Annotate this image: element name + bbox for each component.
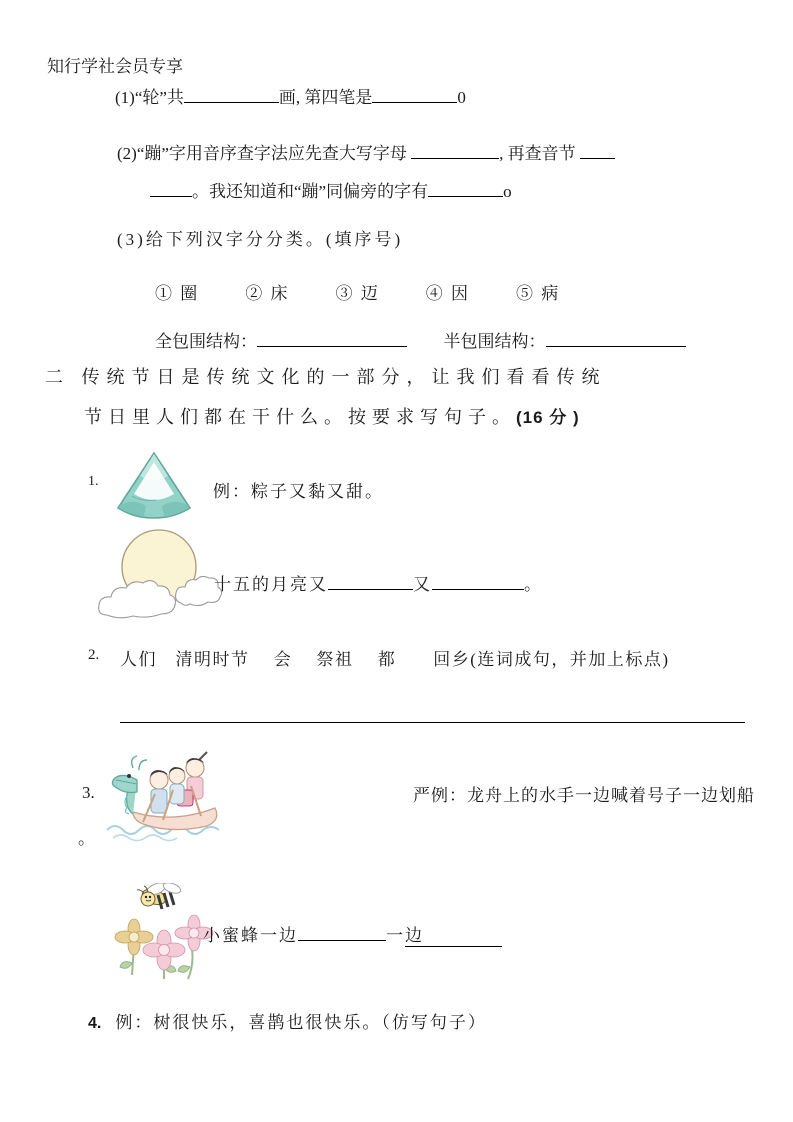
bee-blank-2: 边 <box>405 921 502 947</box>
section-two-score: (16 分 ) <box>516 408 580 427</box>
q2-text-l2-suf: o <box>503 182 512 201</box>
page-header: 知行学社会员专享 <box>47 57 183 76</box>
q3-option-2: ② 床 <box>245 284 290 303</box>
question-3-title: (3)给下列汉字分分类。(填序号) <box>117 230 404 249</box>
q2-text-pre: (2)“蹦”字用音序查字法应先查大写字母 <box>117 144 407 163</box>
item3-number: 3. <box>82 783 95 802</box>
item4-row <box>88 1008 487 1033</box>
q2-blank-syllable-end <box>150 178 192 197</box>
section-two-heading-line1: 二 传统节日是传统文化的一部分，让我们看看传统 <box>45 367 607 387</box>
item1-example: 例：粽子又黏又甜。 <box>213 482 384 501</box>
moon-text-pre: 十五的月亮又 <box>214 575 328 594</box>
bee-blank-1 <box>298 922 386 941</box>
item2-text: 人们 清明时节 会 祭祖 都 回乡(连词成句，并加上标点) <box>120 650 670 669</box>
q3-option-4: ④ 因 <box>425 284 470 303</box>
moon-text-mid: 又 <box>413 575 432 594</box>
bee-text-mid: 一 <box>386 926 405 945</box>
question-2-line1 <box>117 139 615 164</box>
q3-option-1: ① 圈 <box>155 284 200 303</box>
q1-blank-strokes <box>184 84 279 103</box>
q2-blank-same-radical <box>428 178 503 197</box>
moon-illustration-icon <box>95 527 225 625</box>
q2-text-mid: , 再查音节 <box>499 144 576 163</box>
q3-half-enclosure-label: 半包围结构： <box>443 332 546 351</box>
moon-blank-2 <box>432 571 524 590</box>
q2-blank-syllable-start <box>580 140 615 159</box>
q1-blank-fourth-stroke <box>372 84 457 103</box>
q2-blank-capital-letter <box>411 140 499 159</box>
item3-stray-period: 。 <box>78 829 95 848</box>
item3-example: 严例：龙舟上的水手一边喊着号子一边划船 <box>413 786 755 805</box>
item4-text: 例：树很快乐，喜鹊也很快乐。（仿写句子） <box>115 1013 487 1032</box>
question-1 <box>115 83 466 108</box>
q3-options-row <box>155 279 560 304</box>
question-2-line2 <box>150 177 512 202</box>
dragon-boat-illustration-icon <box>103 750 241 844</box>
item2-answer-line <box>120 722 745 723</box>
q3-answer-row <box>155 327 686 352</box>
bee <box>137 883 182 909</box>
q1-text-mid: 画, 第四笔是 <box>278 88 373 107</box>
item1-moon-sentence <box>214 570 543 595</box>
moon-text-suf: 。 <box>524 575 543 594</box>
q3-option-3: ③ 迈 <box>335 284 380 303</box>
q3-full-enclosure-label: 全包围结构： <box>155 332 257 351</box>
moon-blank-1 <box>328 571 413 590</box>
section-two-heading-line2 <box>84 403 580 429</box>
item3-bee-sentence <box>203 921 502 947</box>
section-two-heading-text: 节日里人们都在干什么。按要求写句子。 <box>84 407 516 427</box>
q1-text-pre: (1)“轮”共 <box>115 88 184 107</box>
item4-number: 4. <box>88 1015 102 1032</box>
q3-blank-full-enclosure <box>257 328 407 347</box>
q1-text-suf: 0 <box>457 88 466 107</box>
item1-number: 1. <box>88 474 99 489</box>
q3-blank-half-enclosure <box>546 328 686 347</box>
zongzi-illustration-icon <box>112 450 196 522</box>
q2-text-l2: 。我还知道和“蹦”同偏旁的字有 <box>192 182 429 201</box>
bee-text-pre: 小蜜蜂一边 <box>203 926 298 945</box>
q3-option-5: ⑤ 病 <box>516 284 561 303</box>
item2-number: 2. <box>88 647 100 663</box>
